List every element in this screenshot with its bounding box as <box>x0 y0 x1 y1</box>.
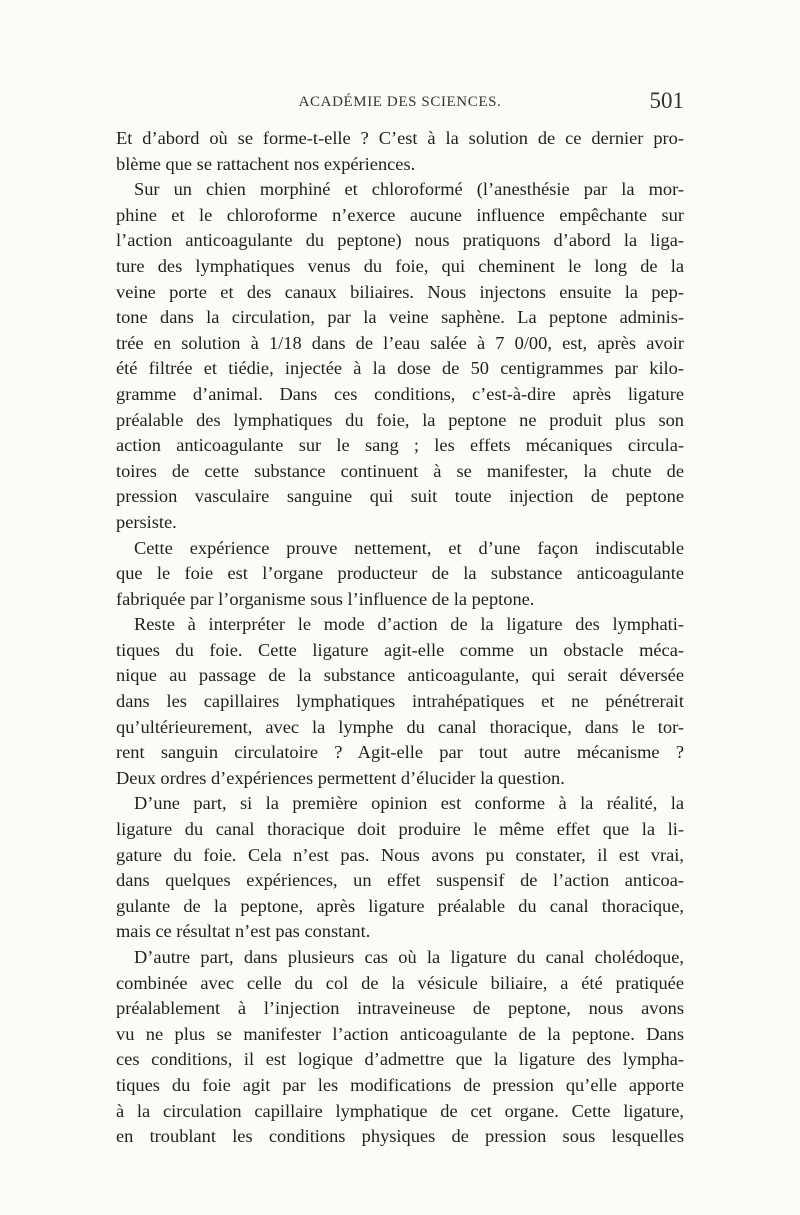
text-line: phine et le chloroforme n’exerce aucune influence empêchante sur <box>116 204 684 225</box>
text-line: tone dans la circulation, par la veine saphène. La peptone adminis- <box>116 307 684 328</box>
text-line: ces conditions, il est logique d’admettre que la ligature des lympha- <box>116 1049 684 1070</box>
text-line: Cette expérience prouve nettement, et d’une façon indiscutable <box>134 537 684 558</box>
text-line: préalable des lymphatiques du foie, la peptone ne produit plus son <box>116 409 684 430</box>
text-line: vu ne plus se manifester l’action anticoagulante de la peptone. Dans <box>116 1023 684 1044</box>
text-line: toires de cette substance continuent à se manifester, la chute de <box>116 460 684 481</box>
text-line: en troublant les conditions physiques de pression sous lesquelles <box>116 1126 684 1147</box>
text-line: été filtrée et tiédie, injectée à la dose de 50 centigrammes par kilo- <box>116 358 684 379</box>
text-line: D’une part, si la première opinion est conforme à la réalité, la <box>134 793 684 814</box>
text-line: à la circulation capillaire lymphatique de cet organe. Cette ligature, <box>116 1100 684 1121</box>
text-line: tiques du foie agit par les modifications de pression qu’elle apporte <box>116 1074 684 1095</box>
text-line: trée en solution à 1/18 dans de l’eau salée à 7 0/00, est, après avoir <box>116 332 684 353</box>
running-head <box>116 88 684 116</box>
text-line: mais ce résultat n’est pas constant. <box>116 921 371 942</box>
text-line: D’autre part, dans plusieurs cas où la ligature du canal cholédoque, <box>134 947 684 967</box>
text-line: Deux ordres d’expériences permettent d’élucider la question. <box>116 767 565 788</box>
text-line: gramme d’animal. Dans ces conditions, c’est-à-dire après ligature <box>116 383 684 404</box>
paragraph-3 <box>116 536 684 613</box>
paragraph-1 <box>116 126 684 177</box>
text-line: Sur un chien morphiné et chloroformé (l’anesthésie par la mor- <box>134 179 684 200</box>
text-line: gature du foie. Cela n’est pas. Nous avons pu constater, il est vrai, <box>116 844 684 865</box>
text-line: dans quelques expériences, un effet suspensif de l’action anticoa- <box>116 870 684 891</box>
text-line: dans les capillaires lymphatiques intrahépatiques et ne pénétrerait <box>116 691 684 712</box>
text-line: ture des lymphatiques venus du foie, qui cheminent le long de la <box>116 255 684 276</box>
text-line: tiques du foie. Cette ligature agit-elle comme un obstacle méca- <box>116 639 684 660</box>
body-text <box>116 126 684 1150</box>
text-line: l’action anticoagulante du peptone) nous pratiquons d’abord la liga- <box>116 230 684 251</box>
paragraph-4 <box>116 612 684 791</box>
text-line: préalablement à l’injection intraveineuse de peptone, nous avons <box>116 998 684 1019</box>
paragraph-6 <box>116 945 684 1150</box>
running-title: ACADÉMIE DES SCIENCES. <box>298 94 502 110</box>
page-number: 501 <box>649 88 684 113</box>
text-line: blème que se rattachent nos expériences. <box>116 153 416 174</box>
paragraph-2 <box>116 177 684 535</box>
text-line: action anticoagulante sur le sang ; les effets mécaniques circula- <box>116 435 684 456</box>
text-line: pression vasculaire sanguine qui suit toute injection de peptone <box>116 486 684 507</box>
text-line: rent sanguin circulatoire ? Agit-elle par tout autre mécanisme ? <box>116 742 684 763</box>
text-line: combinée avec celle du col de la vésicule biliaire, a été pratiquée <box>116 972 684 993</box>
text-line: qu’ultérieurement, avec la lymphe du canal thoracique, dans le tor- <box>116 716 684 737</box>
text-line: gulante de la peptone, après ligature préalable du canal thoracique, <box>116 895 684 916</box>
text-line: veine porte et des canaux biliaires. Nous injectons ensuite la pep- <box>116 281 684 302</box>
text-line: ligature du canal thoracique doit produire le même effet que la li- <box>116 819 684 840</box>
text-line: nique au passage de la substance anticoagulante, qui serait déversée <box>116 665 684 686</box>
text-line: Et d’abord où se forme-t-elle ? C’est à la solution de ce dernier pro- <box>116 128 684 148</box>
text-line: fabriquée par l’organisme sous l’influence de la peptone. <box>116 588 535 609</box>
text-line: Reste à interpréter le mode d’action de la ligature des lymphati- <box>134 614 684 635</box>
text-line: que le foie est l’organe producteur de la substance anticoagulante <box>116 563 684 584</box>
paragraph-5 <box>116 791 684 945</box>
text-line: persiste. <box>116 511 177 532</box>
